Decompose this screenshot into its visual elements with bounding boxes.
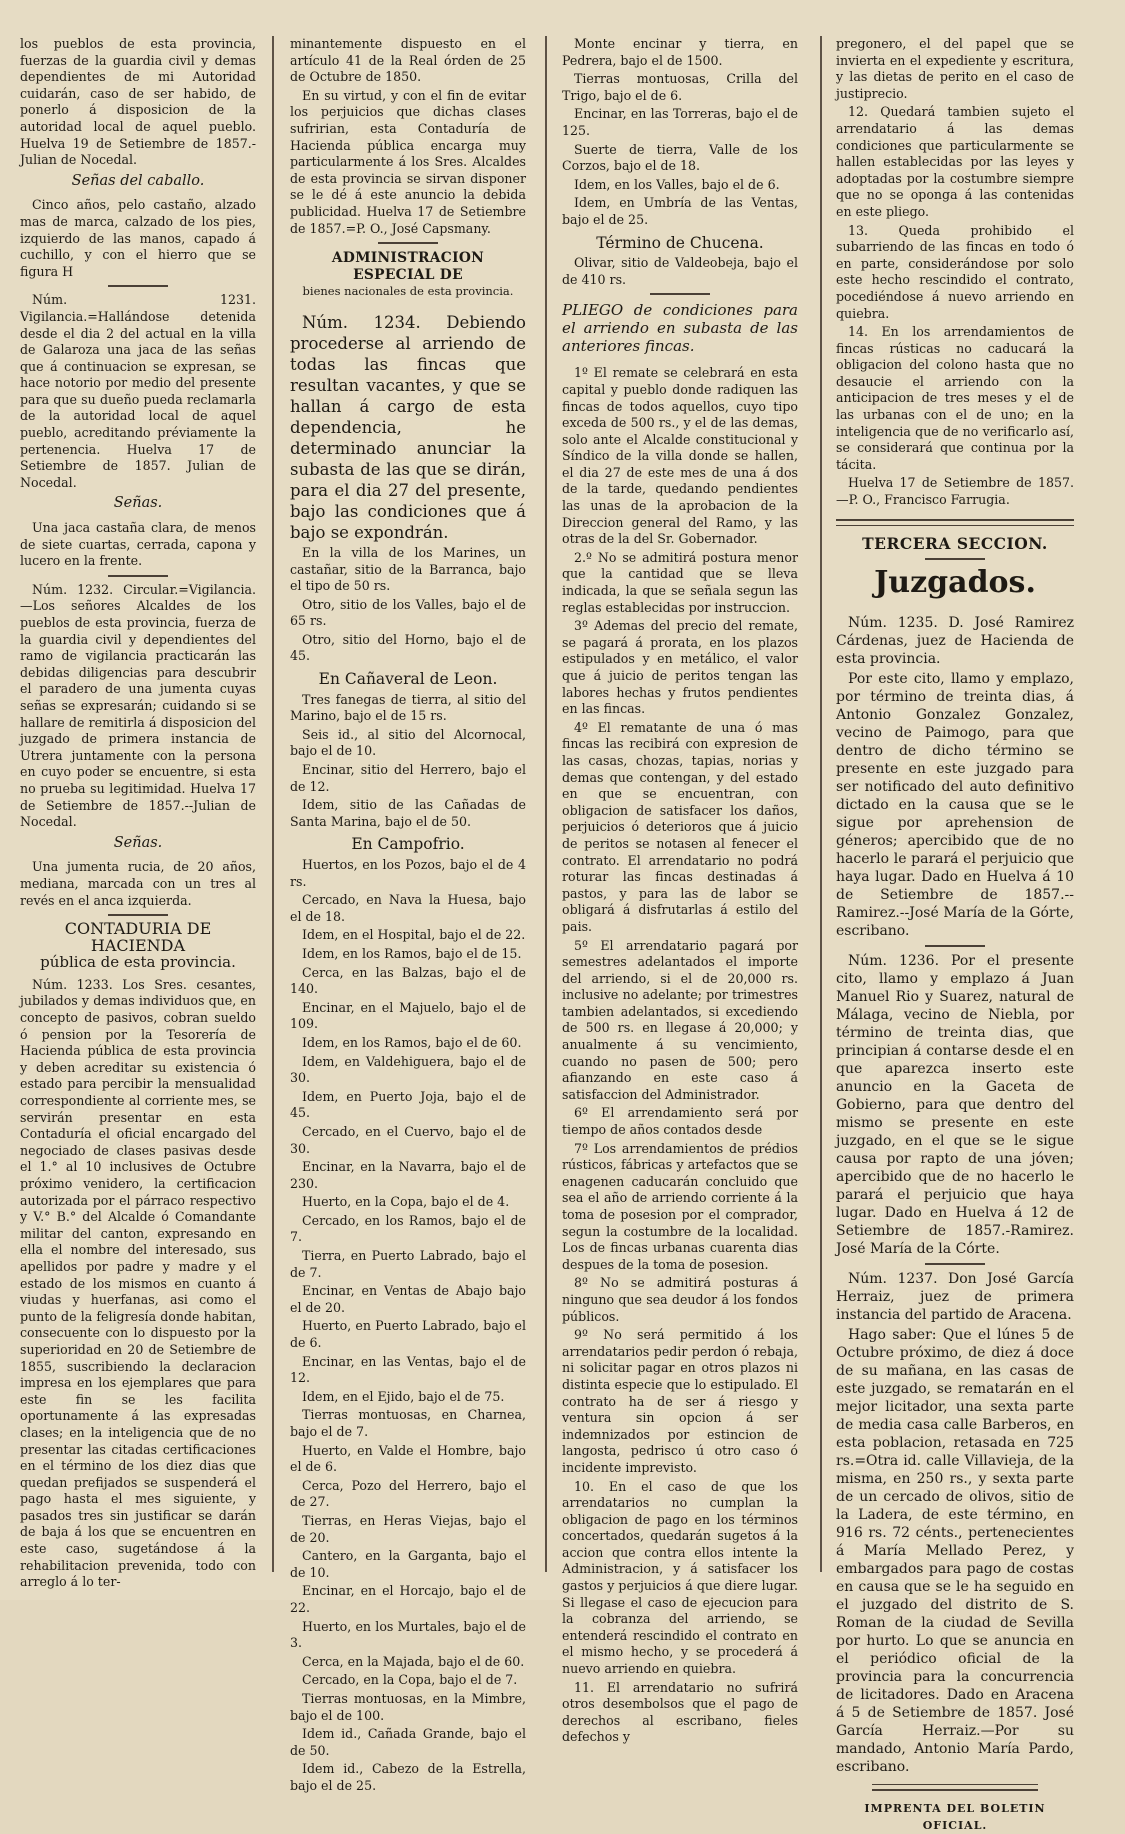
place-heading: En Campofrio. [351,835,465,854]
section-heading: CONTADURIA DE HACIENDA [64,919,212,955]
list-item: Huerto, en los Murtales, bajo el de 3. [290,1618,526,1651]
paragraph: Una jaca castaña clara, de menos de siete cuartas, cerrada, capona y lucero en la frente. [20,520,256,569]
separator [872,1784,1039,1791]
list-item: Idem, en los Valles, bajo el de 6. [574,176,780,192]
list-item: Tierras, en Heras Viejas, bajo el de 20. [290,1512,526,1545]
paragraph: En su virtud, y con el fin de evitar los perjuicios que dichas clases sufririan, esta Contaduría de Hacienda pública encarga muy particularmente á los Sres. Alcaldes de esta provincia se sirvan disponer se le dé á este anuncio la debida publicidad. Huelva 17 de Setiembre de 1857.=P. O., José Capsmany. [290,87,526,236]
list-item: Idem, sitio de las Cañadas de Santa Marina, bajo el de 50. [290,797,526,829]
separator [925,1263,985,1265]
place-heading: En Cañaveral de Leon. [318,670,498,689]
printer-footer: IMPRENTA DEL BOLETIN OFICIAL. [864,1802,1046,1832]
paragraph: Una jumenta rucia, de 20 años, mediana, marcada con un tres al revés en el anca izquierda. [20,859,256,908]
separator [108,575,168,577]
list-item: Tierra, en Puerto Labrado, bajo el de 7. [290,1248,526,1280]
paragraph: Cinco años, pelo castaño, alzado mas de marca, calzado de los pies, izquierdo de las manos, capado á cuchillo, y con el hierro que se figura H [20,197,256,279]
separator [108,285,168,287]
list-item: Seis id., al sitio del Alcornocal, bajo el de 10. [290,726,526,759]
list-item: Suerte de tierra, Valle de los Corzos, bajo el de 18. [562,141,798,174]
notice-1234: Núm. 1234. Debiendo procederse al arriendo de todas las fincas que resultan vacantes, y que se hallan á cargo de esta dependencia, he determinado anunciar la subasta de las que se dirán, para el dia 27 del presente, bajo las condiciones que á bajo se expondrán. [290,312,526,542]
column-rule [272,36,274,1572]
list-item: Otro, sitio de los Valles, bajo el de 65 rs. [290,596,526,629]
notice-1237: Núm. 1237. Don José García Herraiz, juez de primera instancia del partido de Aracena. [836,1271,1074,1324]
section-subheading: Señas del caballo. [71,172,205,189]
condition-11: 11. El arrendatario no sufrirá otros desembolsos que el pago de derechos al escribano, fieles defechos y [562,1679,798,1745]
condition-4: 4º El rematante de una ó mas fincas las recibirá con expresion de las casas, chozas, tapias, norias y demas que contengan, y del estado en que se encuentran, con obligacion de satisfacer los daños, perjuicios ó deterioros que á juicio de peritos se notasen al fenecer el contrato. El arrendatario no podrá roturar las fincas destinadas á pastos, y para las de labor se obligará á disfrutarlas á estilo del pais. [562,719,798,934]
list-item: Encinar, en Ventas de Abajo bajo el de 20. [290,1283,526,1315]
notice-1231: Núm. 1231. Vigilancia.=Hallándose detenida desde el dia 2 del actual en la villa de Galaroza una jaca de las señas que á continuacion se expresan, se hace notorio por medio del presente para que su dueño pueda reclamarla de la autoridad local de aquel pueblo, acreditando préviamente la pertenencia. Huelva 17 de Setiembre de 1857. Julian de Nocedal. [20,292,256,490]
notice-1233: Núm. 1233. Los Sres. cesantes, jubilados y demas individuos que, en concepto de pasivos, cobran sueldo ó pension por la Tesorería de Hacienda pública de esta provincia y deben acreditar su existencia ó estado para percibir la mensualidad correspondiente al corriente mes, se servirán presentar en esta Contaduría el oficial encargado del negociado de clases pasivas desde el 1.° al 10 inclusives de Octubre próximo venidero, la certificacion autorizada por el párraco respectivo y V.° B.° del Alcalde ó Comandante militar del canton, expresando en ella el nombre del interesado, sus apellidos por padre y madre y el estado de los mismos en cuanto á viudas y huerfanas, asi como el punto de la feligresía donde habitan, consecuente con lo dispuesto por la superioridad en 20 de Setiembre de 1855, suscribiendo la declaracion impresa en los ejemplares que para este fin se les facilita oportunamente á las expresadas clases; en la inteligencia que de no presentar las citadas certificaciones en el término de los diez dias que quedan prefijados se suspenderá el pago hasta el mes siguiente, y pasados tres sin justificar se darán de baja á los que se encuentren en este caso, sugetándose á la rehabilitacion prevenida, todo con arreglo á lo ter- [20,976,256,1590]
list-item: Cerca, en las Balzas, bajo el de 140. [290,964,526,997]
list-item: Idem id., Cabezo de la Estrella, bajo el de 25. [290,1761,526,1793]
signature-line: Huelva 17 de Setiembre de 1857. —P. O., Francisco Farrugia. [836,475,1074,508]
section-heading: ADMINISTRACION ESPECIAL DE [331,250,485,283]
separator [925,945,985,947]
section-heading-sub: bienes nacionales de esta provincia. [302,284,514,299]
list-item: Cerca, Pozo del Herrero, bajo el de 27. [290,1477,526,1510]
place-heading: Término de Chucena. [596,233,764,252]
list-item: Encinar, en las Torreras, bajo el de 125. [562,106,798,138]
column-4 [836,36,1074,1832]
condition-9: 9º No será permitido á los arrendatarios pedir perdon ó rebaja, ni solicitar pagar en otros plazos ni distinta especie que lo estipulado. El contrato ha de ser á riesgo y ventura sin opcion á ser indemnizados por estincion de langosta, pedrisco ú otro caso ó incidente imprevisto. [562,1327,798,1475]
list-item: Cerca, en la Majada, bajo el de 60. [302,1653,525,1669]
list-item: Idem id., Cañada Grande, bajo el de 50. [290,1726,526,1758]
column-3 [562,36,798,1745]
list-item: Idem, en el Ejido, bajo el de 75. [302,1388,505,1404]
condition-5: 5º El arrendatario pagará por semestres adelantados el importe del arriendo, si el de 20,000 rs. inclusive no adelante; por trimestres tambien adelantados, si excediendo de 500 rs. en llegase á 20,000; y anualmente á su vencimiento, cuando no pasen de 500; pero afianzando en este caso á satisfaccion del Administrador. [562,937,798,1102]
column-2 [290,36,526,1793]
list-item: Otro, sitio del Horno, bajo el de 45. [290,631,526,664]
separator [378,242,438,244]
column-1 [20,36,256,1590]
condition-13: 13. Queda prohibido el subarriendo de las fincas en todo ó en parte, considerándose por solo este hecho rescindido el contrato, pocediéndose á nuevo arriendo en quiebra. [836,222,1074,321]
list-item: Cantero, en la Garganta, bajo el de 10. [290,1548,526,1580]
section-subheading: Señas. [113,495,163,512]
condition-2: 2.º No se admitirá postura menor que la cantidad que se lleva indicada, la que se señala segun las reglas establecidas por instruccion. [562,549,798,615]
list-item: Tierras montuosas, en Charnea, bajo el de 7. [290,1407,526,1439]
section-heading-sub: pública de esta provincia. [40,953,236,972]
list-item: Idem, en Valdehiguera, bajo el de 30. [290,1053,526,1086]
list-item: Tres fanegas de tierra, al sitio del Marino, bajo el de 15 rs. [290,691,526,724]
condition-8: 8º No se admitirá posturas á ninguno que sea deudor á los fondos públicos. [562,1275,798,1324]
notice-1236: Núm. 1236. Por el presente cito, llamo y emplazo á Juan Manuel Rio y Suarez, natural de Málaga, vecino de Niebla, por término de treinta dias, que principian á contarse desde el en que aparezca inserto este anuncio en la Gaceta de Gobierno, para que dentro del mismo se presente en este juzgado, en el que se le sigue causa por rapto de una jóven; apercibido que de no hacerlo le parará el perjuicio que haya lugar. Dado en Huelva á 12 de Setiembre de 1857.-Ramirez. José María de la Córte. [836,953,1074,1258]
pliego-heading: PLIEGO de condiciones para el arriendo en subasta de las anteriores fincas. [562,301,798,356]
list-item: Encinar, en las Ventas, bajo el de 12. [290,1353,526,1386]
condition-14: 14. En los arrendamientos de fincas rústicas no caducará la obligacion del colono hasta que no desaucie el arriendo con la anticipacion de tres meses y el de las urbanas con el de uno; en la inteligencia que de no verificarlo así, se considerará que continua por la tácita. [836,324,1074,472]
list-item: En la villa de los Marines, un castañar, sitio de la Barranca, bajo el tipo de 50 rs. [290,544,526,594]
separator [108,914,168,916]
condition-10: 10. En el caso de que los arrendatarios no cumplan la obligacion de pago en los términos concertados, quedarán sugetos á la accion que contra ellos intente la Administracion, y á satisfacer los gastos y perjuicios á que diere lugar. Si llegase el caso de ejecucion para la cobranza del arriendo, se entenderá rescindido el contrato en el mismo hecho, y se procederá á nuevo arriendo en quiebra. [562,1478,798,1677]
list-item: Cercado, en Nava la Huesa, bajo el de 18. [290,892,526,924]
notice-1235: Núm. 1235. D. José Ramirez Cárdenas, juez de Hacienda de esta provincia. [836,615,1074,668]
list-item: Idem, en los Ramos, bajo el de 15. [302,945,522,961]
list-item: Idem, en Puerto Joja, bajo el de 45. [290,1088,526,1121]
notice-1232: Núm. 1232. Circular.=Vigilancia.—Los señores Alcaldes de los pueblos de esta provincia, fuerza de la guardia civil y dependientes del ramo de vigilancia practicarán las debidas diligencias para descubrir el paradero de una jumenta cuyas señas se expresarán; cuidando si se hallare de remitirla á disposicion del juzgado de primera instancia de Utrera juntamente con la persona en cuyo poder se encuentre, si esta no prueba su legitimidad. Huelva 17 de Setiembre de 1857.--Julian de Nocedal. [20,581,256,830]
separator [650,293,710,295]
list-item: Idem, en el Hospital, bajo el de 22. [302,927,526,943]
list-item: Huertos, en los Pozos, bajo el de 4 rs. [290,857,526,889]
separator [836,519,1074,526]
list-item: Cercado, en el Cuervo, bajo el de 30. [290,1123,526,1156]
list-item: Encinar, en la Navarra, bajo el de 230. [290,1159,526,1191]
list-item: Cercado, en los Ramos, bajo el de 7. [290,1212,526,1245]
condition-12: 12. Quedará tambien sujeto el arrendatario á las demas condiciones que particularmente se hallen establecidas por las leyes y adoptadas por la costumbre siempre que no se oponga á las contenidas en este pliego. [836,104,1074,219]
page-title: Juzgados. [874,565,1036,601]
list-item: Encinar, en el Horcajo, bajo el de 22. [290,1583,526,1615]
paragraph: Hago saber: Que el lúnes 5 de Octubre próximo, de diez á doce de su mañana, en las casas de este juzgado, se rematarán en el mejor licitador, una sexta parte de media casa calle Barberos, en esta poblacion, retasada en 725 rs.=Otra id. calle Villavieja, de la misma, en 250 rs., y sexta parte de un cercado de olivos, sitio de la Ladera, de este término, en 916 rs. 72 cénts., pertenecientes á María Mellado Perez, y embargados para pago de costas en causa que se le ha seguido en el juzgado del distrito de S. Roman de la ciudad de Sevilla por hurto. Lo que se anuncia en el periódico oficial de la provincia para la concurrencia de licitadores. Dado en Aracena á 5 de Setiembre de 1857. José García Herraiz.—Por su mandado, Antonio María Pardo, escribano. [836,1327,1074,1776]
section-heading: TERCERA SECCION. [862,533,1048,553]
list-item: Tierras montuosas, en la Mimbre, bajo el de 100. [290,1690,526,1723]
list-item: Cercado, en la Copa, bajo el de 7. [302,1672,518,1688]
paragraph: pregonero, el del papel que se invierta en el expediente y escritura, y las dietas de perito en el caso de justiprecio. [836,36,1074,101]
list-item: Encinar, en el Majuelo, bajo el de 109. [290,999,526,1032]
paragraph: minantemente dispuesto en el artículo 41 de la Real órden de 25 de Octubre de 1850. [290,36,526,85]
condition-7: 7º Los arrendamientos de prédios rústicos, fábricas y artefactos que se enagenen caducarán concluido que sea el año de arriendo corriente á la toma de posesion por el comprador, segun la costumbre de la localidad. Los de fincas urbanas cuarenta dias despues de la toma de posesion. [562,1140,798,1272]
column-rule [820,36,822,1572]
paragraph: Por este cito, llamo y emplazo, por término de treinta dias, á Antonio Gonzalez Gonzalez, vecino de Paimogo, para que dentro de dicho término se presente en este juzgado para ser notificado del auto definitivo dictado en la causa que se le sigue por aprehension de géneros; apercibido que de no hacerlo le parará el perjuicio que haya lugar. Dado en Huelva á 10 de Setiembre de 1857.--Ramirez.--José María de la Górte, escribano. [836,671,1074,940]
section-subheading: Señas. [113,834,163,851]
separator [925,558,985,560]
condition-6: 6º El arrendamiento será por tiempo de años contados desde [562,1105,798,1138]
condition-3: 3º Ademas del precio del remate, se pagará á prorata, en los plazos estipulados y en metálico, el valor que á juicio de peritos tengan las labores hechas y frutos pendientes en las fincas. [562,618,798,717]
list-item: Olivar, sitio de Valdeobeja, bajo el de 410 rs. [562,255,798,287]
list-item: Huerto, en la Copa, bajo el de 4. [302,1194,510,1210]
paragraph: los pueblos de esta provincia, fuerzas de la guardia civil y demas dependientes de mi Autoridad cuidarán, caso de ser habido, de ponerlo á disposicion de la autoridad local de aquel pueblo. Huelva 19 de Setiembre de 1857.-Julian de Nocedal. [20,36,256,168]
list-item: Huerto, en Puerto Labrado, bajo el de 6. [290,1318,526,1351]
list-item: Tierras montuosas, Crilla del Trigo, bajo el de 6. [562,71,798,103]
column-rule [545,36,547,1572]
list-item: Idem, en Umbría de las Ventas, bajo el de 25. [562,195,798,227]
list-item: Huerto, en Valde el Hombre, bajo el de 6. [290,1442,526,1475]
condition-1: 1º El remate se celebrará en esta capital y pueblo donde radiquen las fincas de todos aquellos, cuyo tipo exceda de 500 rs., y el de las demas, solo ante el Alcalde constitucional y Síndico de la villa donde se hallen, el dia 27 de este mes de una á dos de la tarde, quedando pendientes las unas de la aprobacion de la Direccion general del Ramo, y las otras de la del Sr. Gobernador. [562,365,798,547]
list-item: Encinar, sitio del Herrero, bajo el de 12. [290,762,526,794]
list-item: Monte encinar y tierra, en Pedrera, bajo el de 1500. [562,36,798,68]
list-item: Idem, en los Ramos, bajo el de 60. [302,1034,522,1050]
